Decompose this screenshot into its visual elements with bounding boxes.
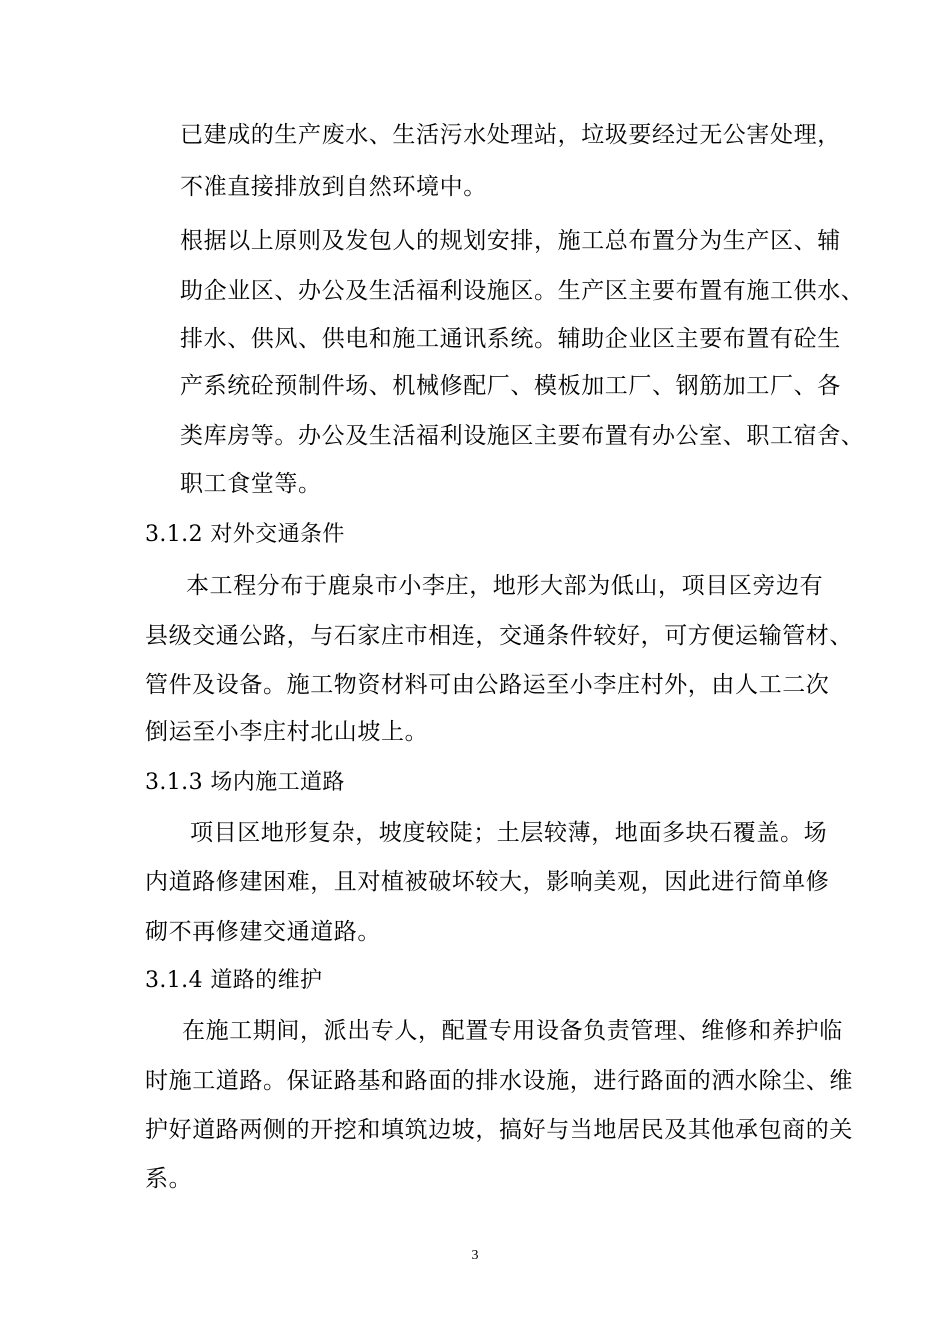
paragraph-line: 砌不再修建交通道路。 bbox=[145, 919, 381, 945]
paragraph-line: 系。 bbox=[145, 1166, 193, 1192]
paragraph-line: 排水、供风、供电和施工通讯系统。辅助企业区主要布置有砼生 bbox=[180, 326, 841, 352]
paragraph-line: 不准直接排放到自然环境中。 bbox=[180, 174, 487, 200]
section-heading: 3.1.2 对外交通条件 bbox=[145, 522, 345, 547]
paragraph-line: 时施工道路。保证路基和路面的排水设施，进行路面的洒水除尘、维 bbox=[145, 1068, 853, 1094]
page-number: 3 bbox=[471, 1248, 479, 1263]
paragraph-line: 在施工期间，派出专人，配置专用设备负责管理、维修和养护临 bbox=[182, 1018, 843, 1044]
paragraph-line: 内道路修建困难，且对植被破坏较大，影响美观，因此进行简单修 bbox=[145, 869, 830, 895]
paragraph-line: 类库房等。办公及生活福利设施区主要布置有办公室、职工宿舍、 bbox=[180, 423, 865, 449]
paragraph-line: 倒运至小李庄村北山坡上。 bbox=[145, 719, 429, 745]
section-heading: 3.1.3 场内施工道路 bbox=[145, 770, 345, 795]
section-heading: 3.1.4 道路的维护 bbox=[145, 968, 323, 993]
paragraph-line: 护好道路两侧的开挖和填筑边坡，搞好与当地居民及其他承包商的关 bbox=[145, 1117, 853, 1143]
paragraph-line: 管件及设备。施工物资材料可由公路运至小李庄村外，由人工二次 bbox=[145, 672, 830, 698]
paragraph-line: 项目区地形复杂，坡度较陡；土层较薄，地面多块石覆盖。场 bbox=[190, 820, 828, 846]
paragraph-line: 已建成的生产废水、生活污水处理站，垃圾要经过无公害处理， bbox=[180, 122, 841, 148]
paragraph-line: 本工程分布于鹿泉市小李庄，地形大部为低山，项目区旁边有 bbox=[186, 573, 824, 599]
paragraph-line: 职工食堂等。 bbox=[180, 471, 322, 497]
paragraph-line: 县级交通公路，与石家庄市相连，交通条件较好，可方便运输管材、 bbox=[145, 623, 853, 649]
paragraph-line: 产系统砼预制件场、机械修配厂、模板加工厂、钢筋加工厂、各 bbox=[180, 373, 841, 399]
paragraph-line: 助企业区、办公及生活福利设施区。生产区主要布置有施工供水、 bbox=[180, 278, 865, 304]
paragraph-line: 根据以上原则及发包人的规划安排，施工总布置分为生产区、辅 bbox=[180, 228, 841, 254]
